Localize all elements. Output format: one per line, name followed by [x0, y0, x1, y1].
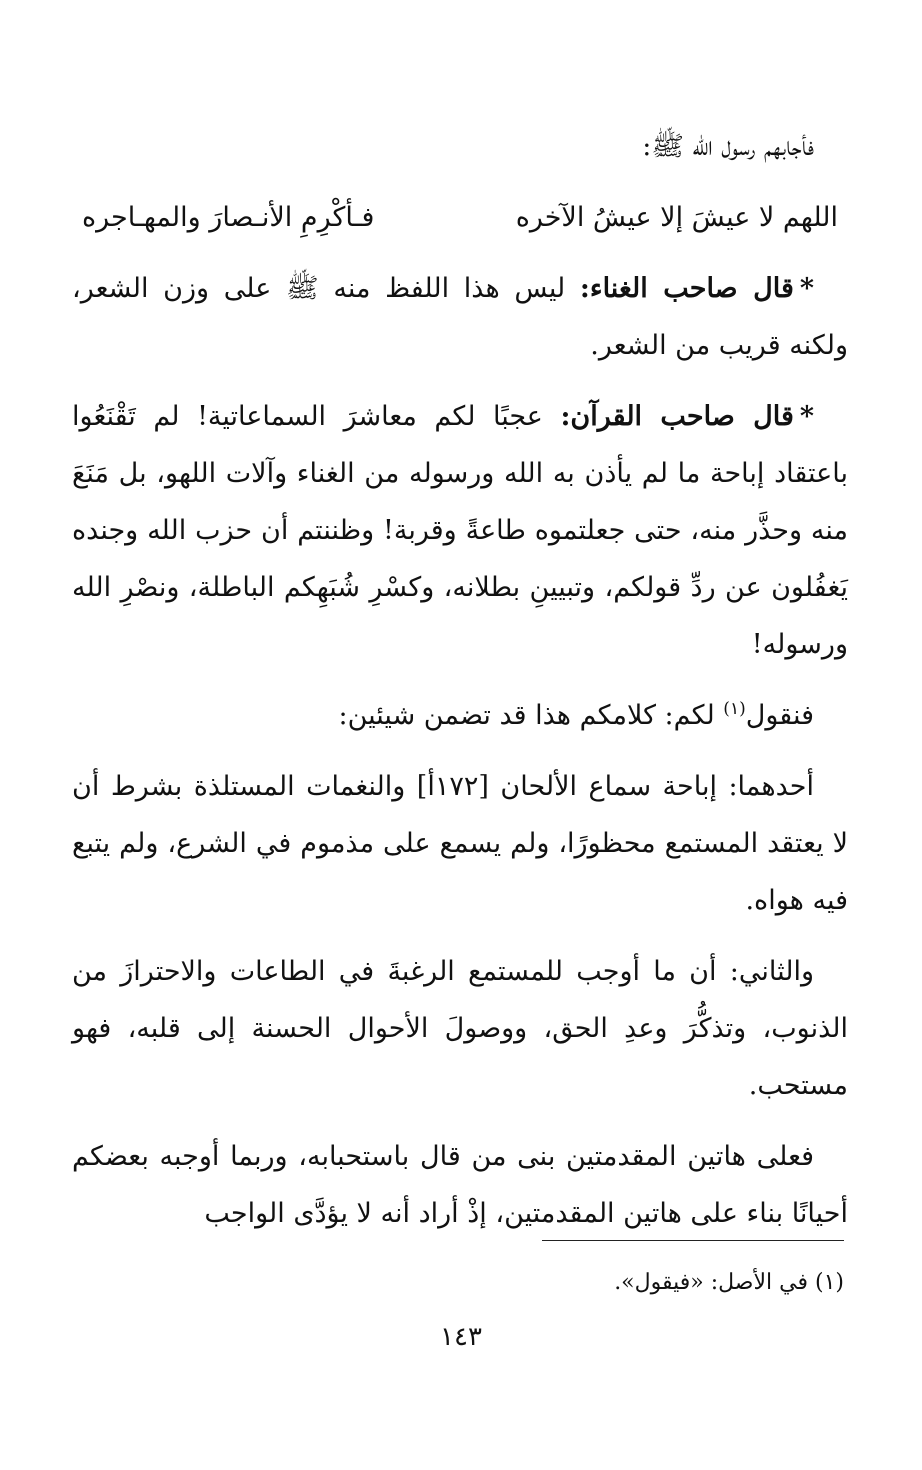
- speaker-label: قال صاحب الغناء:: [579, 273, 794, 304]
- page-number: ١٤٣: [440, 1322, 482, 1352]
- verse-hemistich-2: فـأكْرِمِ الأنـصارَ والمهـاجره: [82, 202, 375, 233]
- intro-line: فأجابهم رسول الله ﷺ:: [642, 131, 814, 162]
- paragraph-singer-reply: [72, 260, 848, 374]
- main-text: [72, 118, 848, 1256]
- footnote: (١) في الأصل: «فيقول».: [614, 1270, 844, 1295]
- speaker-label: قال صاحب القرآن:: [560, 401, 794, 432]
- footnote-reference: (١): [723, 699, 746, 719]
- paragraph-conclusion: فعلى هاتين المقدمتين بنى من قال باستحبابه، وربما أوجبه بعضكم أحيانًا بناء على هاتين المقدمتين، إذْ أراد أنه لا يؤدَّى الواجب: [72, 1141, 848, 1229]
- paragraph-quran-reply: [72, 388, 848, 673]
- verse-hemistich-1: اللهم لا عيشَ إلا عيشُ الآخره: [515, 202, 838, 233]
- paragraph-text-end: لكم: كلامكم هذا قد تضمن شيئين:: [338, 700, 724, 731]
- paragraph-text: عجبًا لكم معاشرَ السماعاتية! لم تَقْنَعُوا باعتقاد إباحة ما لم يأذن به الله ورسوله من الغناء وآلات اللهو، بل مَنَعَ منه وحذَّر منه، حتى جعلتموه طاعةً وقربة! وظننتم أن حزب الله وجنده يَغفُلون عن ردِّ قولكم، وتبيينِ بطلانه، وكسْرِ شُبَهِكم الباطلة، ونصْرِ الله ورسوله!: [72, 401, 848, 660]
- paragraph-text-start: فنقول: [745, 700, 814, 731]
- paragraph-two-matters: [72, 687, 848, 744]
- paragraph-first-matter: أحدهما: إباحة سماع الألحان [١٧٢أ] والنغمات المستلذة بشرط أن لا يعتقد المستمع محظورًا، ولم يسمع على مذموم في الشرع، ولم يتبع فيه هواه.: [72, 771, 849, 916]
- poem-verse: [82, 189, 838, 246]
- footnote-divider: [542, 1240, 844, 1241]
- paragraph-text: ليس هذا اللفظ منه ﷺ على وزن الشعر، ولكنه قريب من الشعر.: [72, 273, 848, 361]
- star-marker: *: [799, 273, 814, 304]
- paragraph-second-matter: والثاني: أن ما أوجب للمستمع الرغبةَ في الطاعات والاحترازَ من الذنوب، وتذكُّرَ وعدِ الحق، ووصولَ الأحوال الحسنة إلى قلبه، فهو مستحب.: [72, 956, 848, 1101]
- star-marker: *: [799, 401, 814, 432]
